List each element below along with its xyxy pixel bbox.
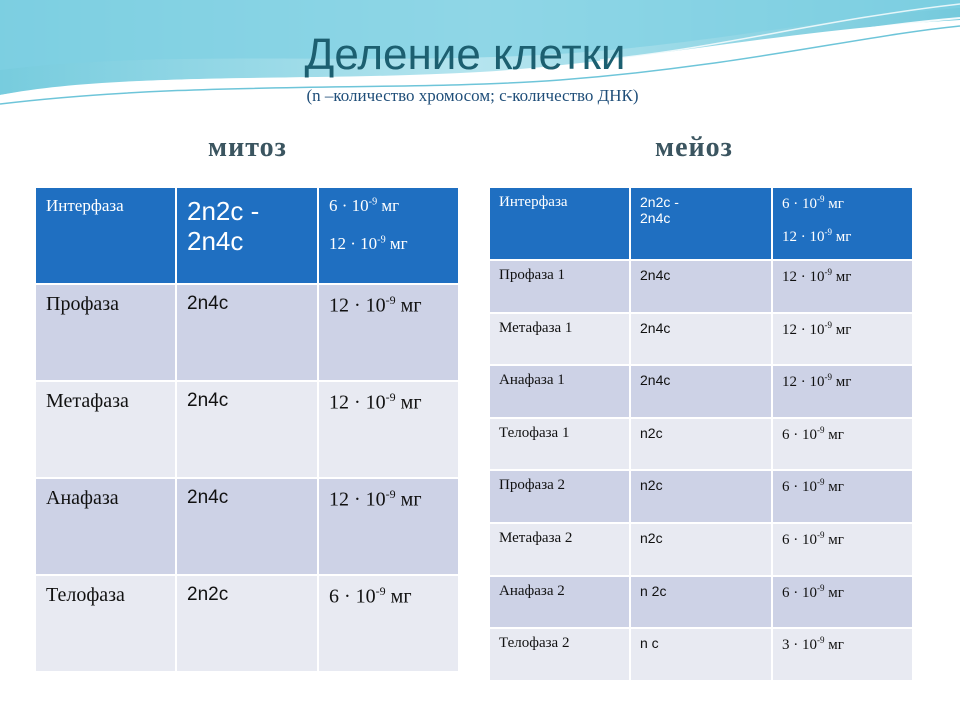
mass-cell xyxy=(772,628,913,681)
phase-cell: Телофаза 2 xyxy=(489,628,630,681)
mass-base: 12 · 10 xyxy=(782,374,825,391)
mass-exp: -9 xyxy=(824,372,832,383)
phase-cell: Интерфаза xyxy=(35,187,176,284)
mass-base: 12 · 10 xyxy=(782,229,825,245)
mass-cell xyxy=(772,576,913,629)
mass-unit: мг xyxy=(832,269,852,285)
formula-b: 2n4c xyxy=(187,226,244,256)
mass-exp: -9 xyxy=(385,487,396,501)
mass-exp: -9 xyxy=(817,529,825,540)
mass-base: 6 · 10 xyxy=(782,426,817,443)
phase-cell: Профаза xyxy=(35,284,176,381)
table-row xyxy=(35,284,459,381)
formula-cell: n2c xyxy=(630,523,772,576)
phase-cell: Метафаза xyxy=(35,381,176,478)
formula-b: 2n4c xyxy=(640,210,671,226)
mass-cell xyxy=(318,381,459,478)
mass-base: 12 · 10 xyxy=(782,321,825,338)
mass-unit: мг xyxy=(824,479,844,496)
formula-a: 2n2c - xyxy=(187,196,260,226)
formula-cell: 2n4c xyxy=(176,284,318,381)
mass-1 xyxy=(782,196,844,212)
mass-1 xyxy=(329,196,399,215)
table-row xyxy=(489,365,913,418)
mass-unit: мг xyxy=(824,531,844,548)
table-header-row xyxy=(489,187,913,260)
table-header-row xyxy=(35,187,459,284)
mass-base: 6 · 10 xyxy=(782,479,817,496)
mass-unit: мг xyxy=(824,637,844,654)
phase-cell: Анафаза 2 xyxy=(489,576,630,629)
mass-cell xyxy=(772,260,913,313)
mass-base: 3 · 10 xyxy=(782,637,817,654)
mass-exp: -9 xyxy=(385,390,396,404)
mass-base: 12 · 10 xyxy=(329,294,386,317)
slide-subtitle: (n –количество хромосом; с-количество ДНК) xyxy=(306,86,639,105)
mass-exp: -9 xyxy=(817,635,825,646)
phase-cell: Профаза 2 xyxy=(489,470,630,523)
mass-unit: мг xyxy=(395,488,422,511)
mass-cell xyxy=(318,284,459,381)
mass-cell xyxy=(318,575,459,672)
mass-base: 6 · 10 xyxy=(329,585,376,608)
mass-unit: мг xyxy=(832,374,852,391)
mass-base: 6 · 10 xyxy=(782,531,817,548)
mass-exp: -9 xyxy=(824,267,832,277)
mass-base: 12 · 10 xyxy=(782,269,825,285)
formula-cell: n2c xyxy=(630,418,772,471)
mass-exp: -9 xyxy=(817,424,825,435)
meioz-label: мейоз xyxy=(655,132,733,163)
mitoz-label: митоз xyxy=(208,132,287,163)
table-row xyxy=(489,470,913,523)
table-row xyxy=(489,260,913,313)
mitoz-table xyxy=(34,186,460,673)
formula-cell: 2n4c xyxy=(630,260,772,313)
mass-unit: мг xyxy=(824,584,844,601)
mass-exp: -9 xyxy=(375,584,386,598)
mass-unit: мг xyxy=(395,294,422,317)
table-row xyxy=(489,418,913,471)
table-row xyxy=(35,478,459,575)
mass-2 xyxy=(329,234,448,254)
formula-cell xyxy=(630,187,772,260)
mass-unit: мг xyxy=(385,234,408,253)
mass-unit: мг xyxy=(385,585,412,608)
mass-base: 6 · 10 xyxy=(782,584,817,601)
mass-exp: -9 xyxy=(817,582,825,593)
table-row xyxy=(489,576,913,629)
phase-cell: Метафаза 2 xyxy=(489,523,630,576)
mass-base: 6 · 10 xyxy=(329,196,369,215)
mass-unit: мг xyxy=(377,196,400,215)
mass-cell xyxy=(772,418,913,471)
formula-cell: n c xyxy=(630,628,772,681)
mass-base: 12 · 10 xyxy=(329,488,386,511)
mass-unit: мг xyxy=(824,196,844,212)
mass-base: 12 · 10 xyxy=(329,391,386,414)
phase-cell: Интерфаза xyxy=(489,187,630,260)
slide-title: Деление клетки xyxy=(304,30,626,79)
phase-cell: Метафаза 1 xyxy=(489,313,630,366)
phase-cell: Анафаза xyxy=(35,478,176,575)
mass-exp: -9 xyxy=(824,319,832,330)
mass-unit: мг xyxy=(832,229,852,245)
table-row xyxy=(35,575,459,672)
formula-cell: n 2c xyxy=(630,576,772,629)
formula-cell: n2c xyxy=(630,470,772,523)
formula-cell: 2n4c xyxy=(176,478,318,575)
mass-cell xyxy=(772,313,913,366)
mass-exp: -9 xyxy=(817,194,825,204)
mass-cell xyxy=(772,523,913,576)
phase-cell: Телофаза xyxy=(35,575,176,672)
mass-base: 6 · 10 xyxy=(782,196,817,212)
formula-cell: 2n4c xyxy=(630,365,772,418)
mass-exp: -9 xyxy=(377,234,386,246)
mass-base: 12 · 10 xyxy=(329,234,378,253)
phase-cell: Телофаза 1 xyxy=(489,418,630,471)
formula-cell: 2n4c xyxy=(630,313,772,366)
mass-cell xyxy=(318,187,459,284)
mass-cell xyxy=(772,187,913,260)
mass-exp: -9 xyxy=(385,293,396,307)
mass-exp: -9 xyxy=(824,227,832,237)
mass-unit: мг xyxy=(832,321,852,338)
table-row xyxy=(489,313,913,366)
formula-a: 2n2c - xyxy=(640,194,679,210)
table-row xyxy=(489,523,913,576)
mass-unit: мг xyxy=(395,391,422,414)
mass-unit: мг xyxy=(824,426,844,443)
phase-cell: Профаза 1 xyxy=(489,260,630,313)
meioz-table xyxy=(488,186,914,682)
mass-exp: -9 xyxy=(368,196,378,208)
table-row xyxy=(35,381,459,478)
formula-cell xyxy=(176,187,318,284)
formula-cell: 2n4c xyxy=(176,381,318,478)
mass-cell xyxy=(318,478,459,575)
mass-cell xyxy=(772,470,913,523)
mass-exp: -9 xyxy=(817,477,825,488)
mass-cell xyxy=(772,365,913,418)
phase-cell: Анафаза 1 xyxy=(489,365,630,418)
table-row xyxy=(489,628,913,681)
formula-cell: 2n2c xyxy=(176,575,318,672)
mass-2 xyxy=(782,227,903,246)
